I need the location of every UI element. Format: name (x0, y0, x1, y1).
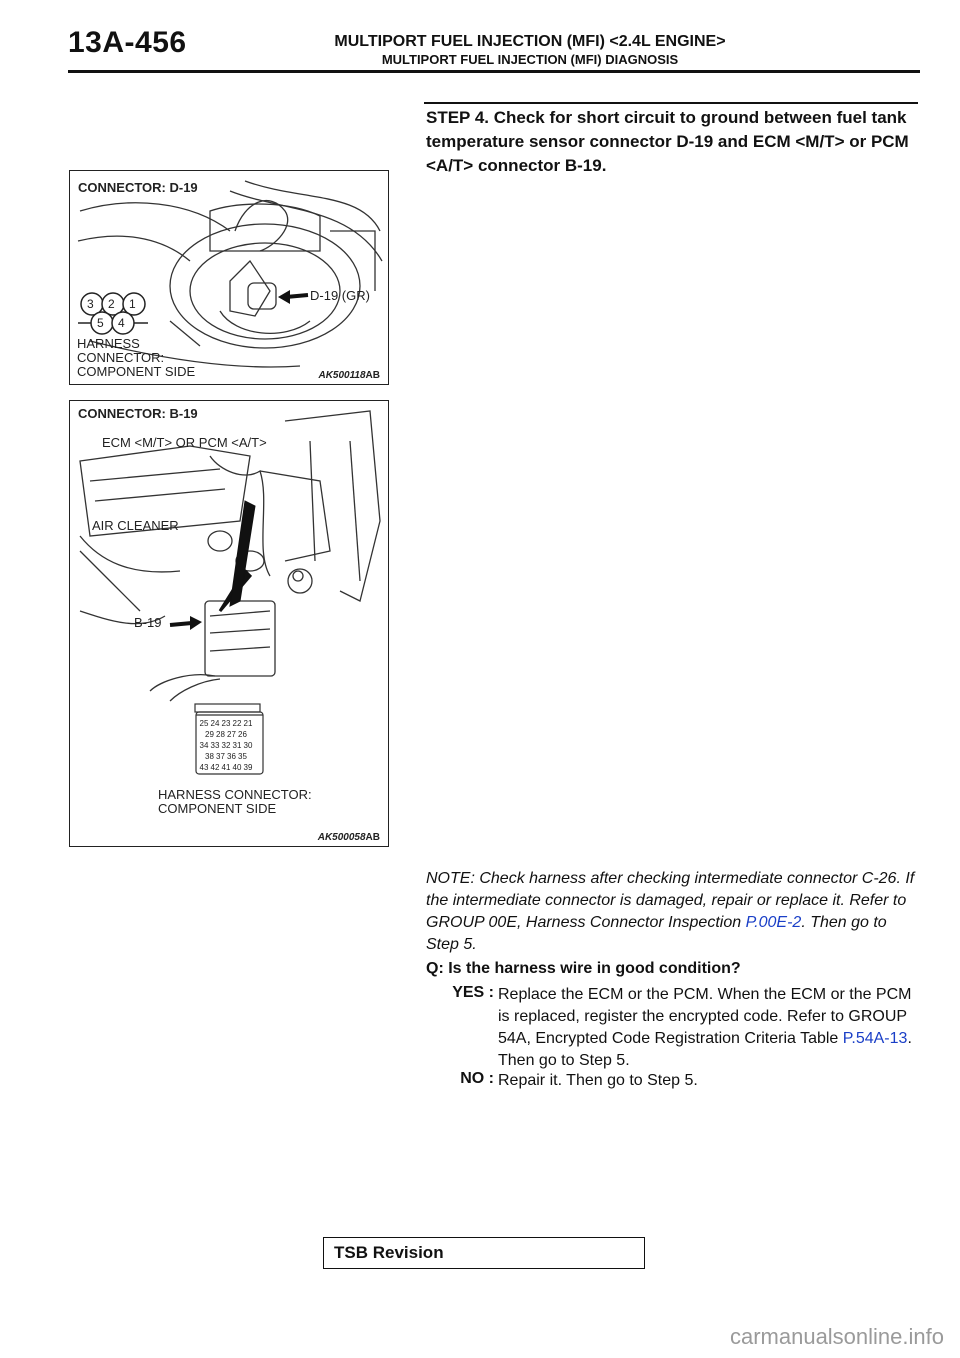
pin-label: 32 (221, 741, 231, 750)
pin-label: 3 (87, 297, 94, 311)
figure-code: AK500058AB (317, 832, 380, 843)
pin-label: 23 (221, 719, 231, 728)
pin-label: 34 (199, 741, 209, 750)
pin-label: 30 (243, 741, 253, 750)
pin-label: 40 (232, 763, 242, 772)
yes-link[interactable]: P.54A-13 (842, 1030, 908, 1047)
pin-label: 5 (97, 316, 104, 330)
step-title: STEP 4. Check for short circuit to ground between fuel tank temperature sensor connector D-19 and ECM <M/T> or PCM <A/T> connector B-19. (426, 108, 909, 175)
yes-label: YES : (452, 984, 494, 1001)
pin-label: 39 (243, 763, 253, 772)
page-number: 13A-456 (68, 26, 187, 59)
figure-code: AK500118AB (318, 370, 380, 381)
step-rule (424, 102, 918, 104)
pin-label: 33 (210, 741, 220, 750)
harness-label-line1: HARNESS (77, 336, 140, 351)
pin-label: 27 (227, 730, 236, 739)
harness-label-line2: CONNECTOR: (77, 350, 165, 365)
pin-label: 24 (210, 719, 220, 728)
question: Q: Is the harness wire in good condition? (426, 960, 741, 977)
pin-label: 42 (210, 763, 220, 772)
ecm-pcm-label: ECM <M/T> OR PCM <A/T> (102, 435, 267, 450)
air-cleaner-label: AIR CLEANER (92, 518, 179, 533)
header-rule (68, 70, 920, 73)
engine-bay-illustration (70, 401, 388, 846)
pin-label: 38 (205, 752, 214, 761)
connector-callout: D-19 (GR) (310, 288, 370, 303)
pin-label: 29 (205, 730, 214, 739)
pin-label: 1 (129, 297, 136, 311)
harness-label-line2: COMPONENT SIDE (158, 801, 277, 816)
pin-label: 26 (238, 730, 247, 739)
no-label: NO : (460, 1070, 494, 1087)
pin-label: 25 (199, 719, 209, 728)
section-title: MULTIPORT FUEL INJECTION (MFI) <2.4L ENGINE> (334, 33, 726, 50)
no-answer: Repair it. Then go to Step 5. (498, 1072, 698, 1089)
watermark: carmanualsonline.info (729, 1324, 944, 1349)
section-subtitle: MULTIPORT FUEL INJECTION (MFI) DIAGNOSIS (381, 52, 679, 67)
connector-callout: B-19 (134, 615, 162, 630)
figure-connector-b19 (69, 400, 389, 847)
tsb-revision-box (323, 1237, 645, 1269)
pin-label: 43 (199, 763, 209, 772)
note-link[interactable]: P.00E-2 (745, 914, 802, 931)
tsb-revision-label: TSB Revision (334, 1243, 444, 1262)
pin-label: 4 (118, 316, 125, 330)
figure-title: CONNECTOR: D-19 (78, 180, 198, 195)
note-paragraph: NOTE: Check harness after checking intermediate connector C-26. If the intermediate connector is damaged, repair or replace it. Refer to GROUP 00E, Harness Connector Inspection P.00E-2. Then go to Step 5. (426, 870, 915, 953)
figure-connector-d19 (69, 170, 389, 385)
figure-title: CONNECTOR: B-19 (78, 406, 198, 421)
pin-label: 2 (108, 297, 115, 311)
pin-label: 35 (238, 752, 247, 761)
harness-label-line1: HARNESS CONNECTOR: (158, 787, 312, 802)
pin-label: 31 (232, 741, 242, 750)
pin-label: 22 (232, 719, 242, 728)
pin-label: 28 (216, 730, 225, 739)
pin-label: 36 (227, 752, 236, 761)
yes-answer: Replace the ECM or the PCM. When the ECM or the PCM is replaced, register the encrypted code. Refer to GROUP 54A, Encrypted Code Registration Criteria Table P.54A-13. Then go to Step 5. (498, 986, 912, 1069)
pin-label: 41 (221, 763, 231, 772)
pin-label: 37 (216, 752, 225, 761)
harness-label-line3: COMPONENT SIDE (77, 364, 196, 379)
pin-label: 21 (243, 719, 253, 728)
